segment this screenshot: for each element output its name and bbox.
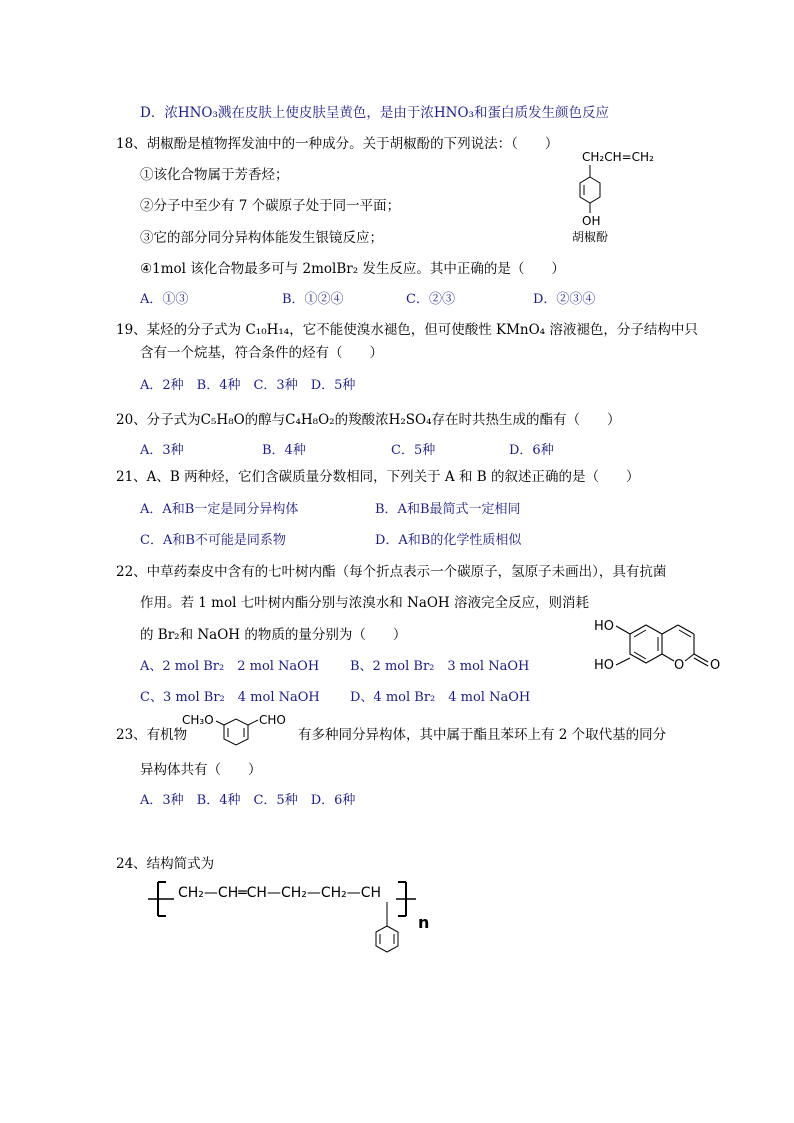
esculetin-ho-top: HO (594, 619, 615, 634)
polymer-chain-label: CH₂—CH═CH—CH₂—CH₂—CH (178, 885, 382, 901)
polymer-subscript-n: n (418, 913, 430, 932)
q20-option-d: D．6种 (509, 443, 554, 458)
esculetin-ho-bottom: HO (594, 658, 615, 673)
q20-option-b: B．4种 (262, 443, 306, 458)
q18-option-b: B．①②④ (282, 292, 344, 307)
q22-option-b: B、2 mol Br₂ 3 mol NaOH (350, 659, 530, 674)
q23-structure (182, 712, 302, 752)
q18-statement-3: ③它的部分同分异构体能发生银镜反应； (140, 230, 383, 246)
q22-line-1: 22、中草药秦皮中含有的七叶树内酯（每个折点表示一个碳原子，氢原子未画出），具有抗菌 (116, 564, 667, 580)
q18-stem: 18、胡椒酚是植物挥发油中的一种成分。关于胡椒酚的下列说法：（ ） (116, 136, 559, 152)
esculetin-ring-o: O (674, 658, 685, 673)
q22-option-a: A、2 mol Br₂ 2 mol NaOH (140, 659, 320, 674)
q18-statement-2: ②分子中至少有 7 个碳原子处于同一平面； (140, 198, 401, 214)
q21-option-b: B．A和B最简式一定相同 (375, 502, 521, 517)
q23-line-2: 异构体共有（ ） (140, 762, 262, 778)
q18-option-a: A．①③ (140, 292, 189, 307)
q23-suffix: 有多种同分异构体，其中属于酯且苯环上有 2 个取代基的同分 (298, 727, 667, 743)
q23-prefix: 23、有机物 (116, 727, 188, 743)
q22-option-d: D、4 mol Br₂ 4 mol NaOH (350, 690, 531, 705)
q21-stem: 21、A、B 两种烃，它们含碳质量分数相同，下列关于 A 和 B 的叙述正确的是（ ） (116, 469, 640, 485)
polymer-structure (140, 878, 440, 970)
q23-methoxy-label: CH₃O (182, 713, 214, 727)
chavicol-structure (570, 145, 680, 245)
esculetin-carbonyl-o: O (710, 658, 721, 673)
chavicol-oh-label: OH (582, 214, 601, 228)
q22-option-c: C、3 mol Br₂ 4 mol NaOH (140, 690, 320, 705)
q20-option-a: A．3种 (140, 443, 184, 458)
q19-line-1: 19、某烃的分子式为 C₁₀H₁₄，它不能使溴水褪色，但可使酸性 KMnO₄ 溶液褪色，分子结构中只 (116, 322, 698, 338)
q20-stem: 20、分子式为C₅H₈O的醇与C₄H₈O₂的羧酸浓H₂SO₄存在时共热生成的酯有（ ） (116, 412, 621, 428)
q23-cho-label: CHO (259, 713, 286, 727)
q18-statement-1: ①该化合物属于芳香烃； (140, 167, 289, 183)
q19-line-2: 含有一个烷基，符合条件的烃有（ ） (140, 345, 383, 361)
q17-option-d: D．浓HNO₃溅在皮肤上使皮肤呈黄色，是由于浓HNO₃和蛋白质发生颜色反应 (140, 105, 609, 121)
q21-option-d: D．A和B的化学性质相似 (375, 533, 522, 548)
chavicol-caption: 胡椒酚 (572, 230, 609, 244)
chavicol-allyl-label: CH₂CH=CH₂ (582, 150, 654, 164)
q23-options: A．3种 B．4种 C．5种 D．6种 (140, 793, 356, 808)
q24-stem: 24、结构简式为 (116, 856, 215, 872)
q18-option-d: D．②③④ (533, 292, 596, 307)
q22-line-3: 的 Br₂和 NaOH 的物质的量分别为（ ） (140, 627, 407, 643)
q22-line-2: 作用。若 1 mol 七叶树内酯分别与浓溴水和 NaOH 溶液完全反应，则消耗 (140, 595, 589, 611)
q19-options: A．2种 B．4种 C．3种 D．5种 (140, 378, 356, 393)
q18-statement-4: ④1mol 该化合物最多可与 2molBr₂ 发生反应。其中正确的是（ ） (140, 261, 565, 277)
q18-option-c: C．②③ (406, 292, 455, 307)
q21-option-c: C．A和B不可能是同系物 (140, 533, 286, 548)
q20-option-c: C．5种 (391, 443, 436, 458)
esculetin-structure (590, 612, 740, 682)
q21-option-a: A．A和B一定是同分异构体 (140, 502, 299, 517)
